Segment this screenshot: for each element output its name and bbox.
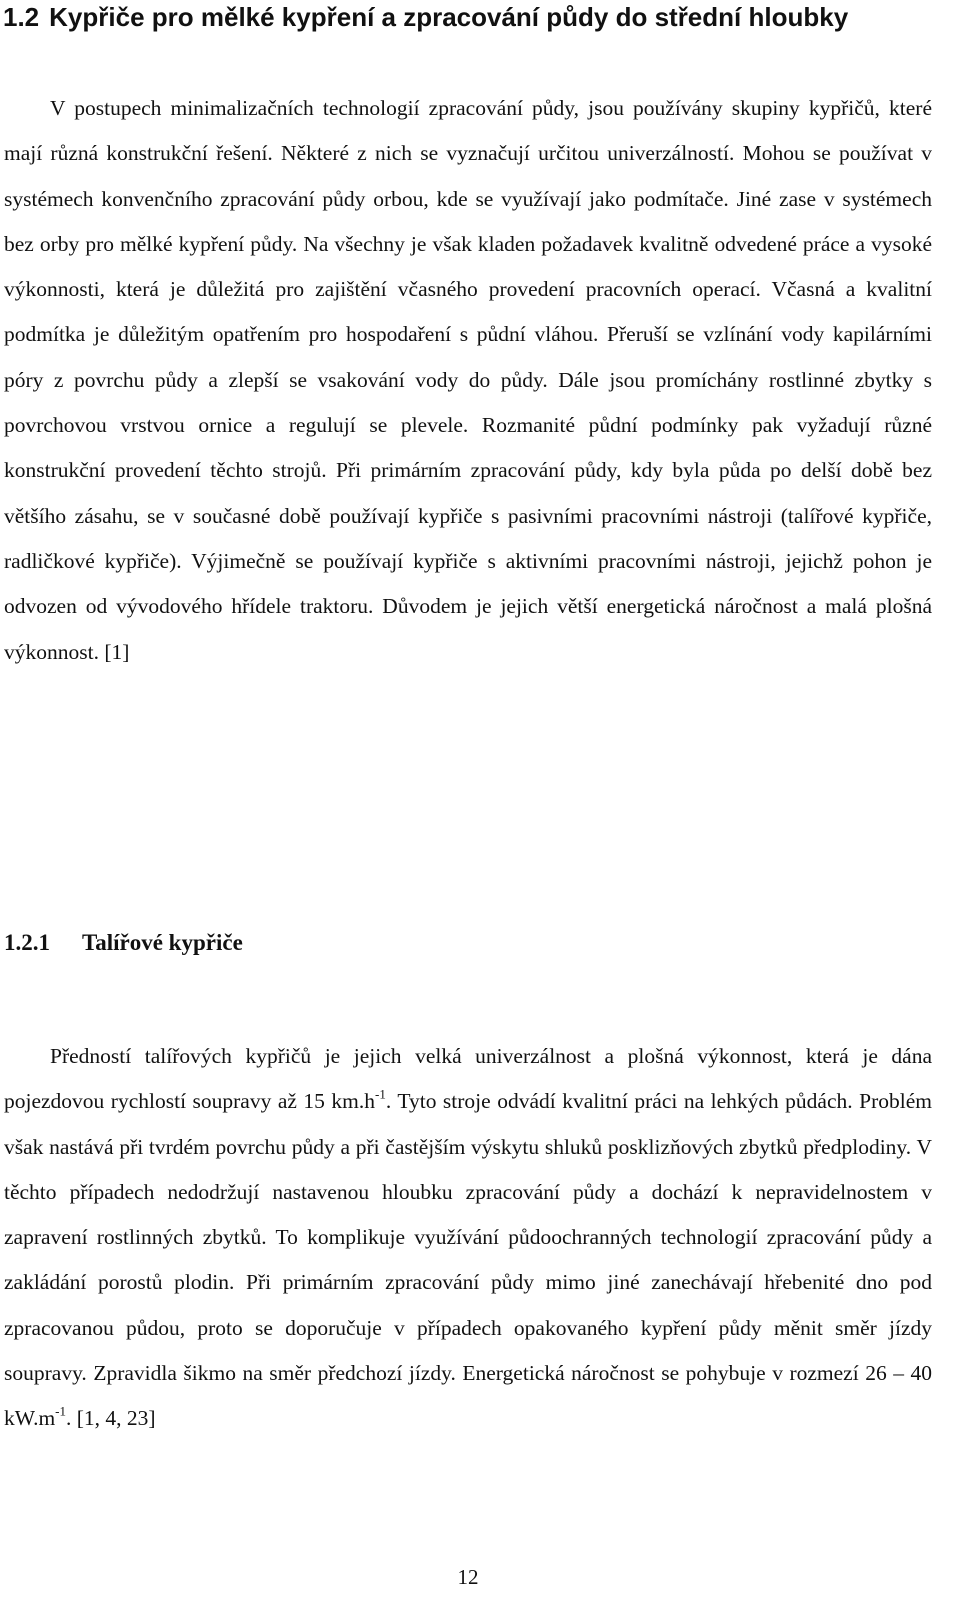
subsection-title: Talířové kypřiče <box>82 930 243 955</box>
paragraph-text-part1: Předností talířových kypřičů je jejich velká univerzálnost a plošná výkonnost, která je dána pojezdovou rychlostí soupravy až 15 km.h <box>4 1044 932 1114</box>
paragraph-intro: V postupech minimalizačních technologií zpracování půdy, jsou používány skupiny kypřičů, které mají různá konstrukční řešení. Některé z nich se vyznačují určitou univerzálností. Mohou se používat v systémech konvenčního zpracování půdy orbou, kde se využívají jako podmítače. Jiné zase v systémech bez orby pro mělké kypření půdy. Na všechny je však kladen požadavek kvalitně odvedené práce a vysoké výkonnosti, která je důležitá pro zajištění včasného provedení pracovních operací. Včasná a kvalitní podmítka je důležitým opatřením pro hospodaření s půdní vláhou. Přeruší se vzlínání vody kapilárními póry z povrchu půdy a zlepší se vsakování vody do půdy. Dále jsou promíchány rostlinné zbytky s povrchovou vrstvou ornice a regulují se plevele. Rozmanité půdní podmínky pak vyžadují různé konstrukční provedení těchto strojů. Při primárním zpracování půdy, kdy byla půda po delší době bez většího zásahu, se v současné době používají kypřiče s pasivními pracovními nástroji (talířové kypřiče, radličkové kypřiče). Výjimečně se používají kypřiče s aktivními pracovními nástroji, jejichž pohon je odvozen od vývodového hřídele traktoru. Důvodem je jejich větší energetická náročnost a malá plošná výkonnost. [1] <box>4 96 932 664</box>
subsection-number: 1.2.1 <box>4 930 50 955</box>
page-number: 12 <box>457 1565 479 1589</box>
section-title: Kypřiče pro mělké kypření a zpracování půdy do střední hloubky <box>49 2 849 32</box>
superscript-exponent: -1 <box>55 1403 67 1419</box>
section-heading <box>3 0 848 34</box>
paragraph-disc-cultivators <box>4 1034 932 1442</box>
paragraph-text-part3: . [1, 4, 23] <box>66 1406 156 1431</box>
section-number: 1.2 <box>3 2 40 32</box>
superscript-exponent: -1 <box>375 1086 386 1102</box>
paragraph-text-part2: . Tyto stroje odvádí kvalitní práci na lehkých půdách. Problém však nastává při tvrdém povrchu půdy a při častějším výskytu shluků posklizňových zbytků předplodiny. V těchto případech nedodržují nastavenou hloubku zpracování půdy a dochází k nepravidelnostem v zapravení rostlinných zbytků. To komplikuje využívání půdoochranných technologií zpracování půdy a zakládání porostů plodin. Při primárním zpracování půdy mimo jiné zanechávají hřebenité dno pod zpracovanou půdou, proto se doporučuje v případech opakovaného kypření půdy měnit směr jízdy soupravy. Zpravidla šikmo na směr předchozí jízdy. Energetická náročnost se pohybuje v rozmezí 26 – 40 kW.m <box>4 1089 932 1431</box>
subsection-heading <box>4 926 243 960</box>
